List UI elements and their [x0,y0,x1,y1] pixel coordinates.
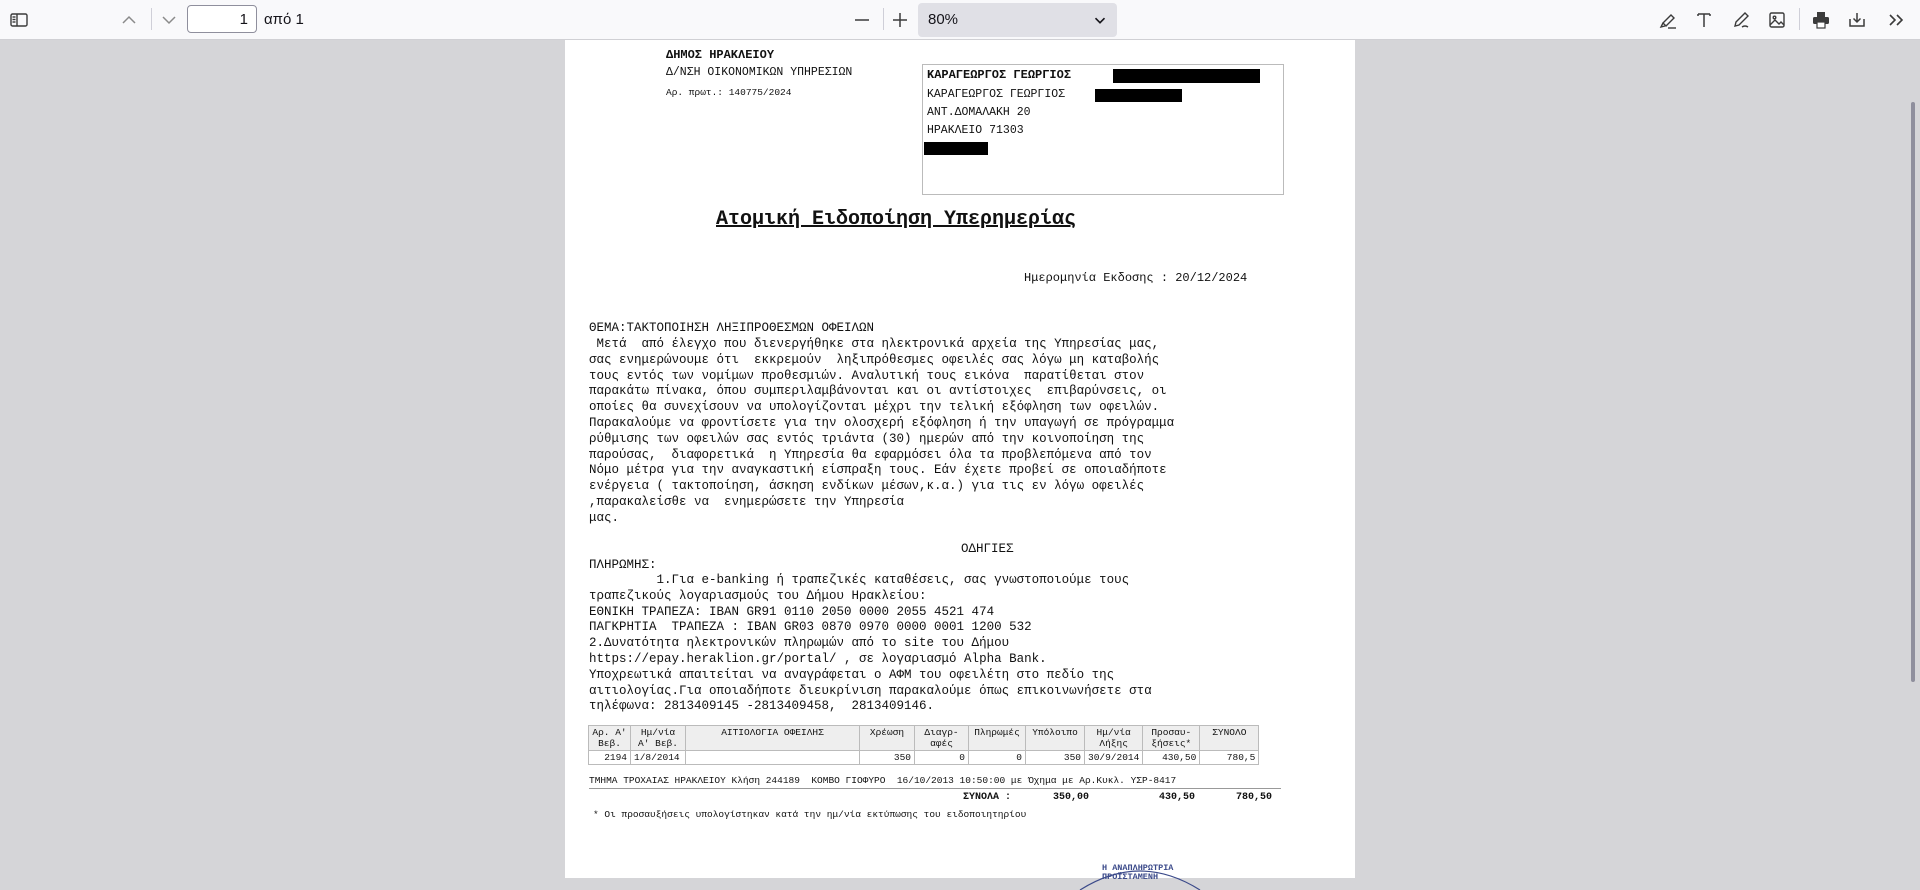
recipient-name: ΚΑΡΑΓΕΩΡΓΟΣ ΓΕΩΡΓΙΟΣ [927,88,1066,101]
divider [589,788,1281,789]
debts-table [588,725,1259,765]
save-download-icon[interactable] [1843,6,1871,34]
column-header: ΣΥΝΟΛΟ [1200,726,1259,751]
column-header: Αρ. Α' Βεβ. [589,726,631,751]
payment-instructions: 1.Για e-banking ή τραπεζικές καταθέσεις, σας γνωστοποιούμε τους τραπεζικούς λογαριασμούς του Δήμου Ηρακλείου: ΕΘΝΙΚΗ ΤΡΑΠΕΖΑ: IBAN GR91 0110 2050 0000 2055 4521 474 ΠΑΓΚΡΗΤΙΑ ΤΡΑΠΕΖΑ : IBAN GR03 0870 0970 0000 0001 1200 532 2.Δυνατότητα ηλεκτρονικών πληρωμών από το site του Δήμου https://epay.heraklion.gr/portal/ , σε λογαριασμό Alpha Bank. Υποχρεωτικά απαιτείται να αναγράφεται ο ΑΦΜ του οφειλέτη στο πεδίο της αιτιολογίας.Για οποιαδήποτε διευκρίνιση παρακαλούμε όπως επικοινωνήσετε στα τηλέφωνα: 2813409145 -2813409458, 2813409146. [589,573,1152,714]
issue-date: Ημερομηνία Εκδοσης : 20/12/2024 [1024,271,1248,285]
recipient-street: ΑΝΤ.ΔΟΜΑΛΑΚΗ 20 [927,106,1031,119]
table-cell: 2194 [589,751,631,765]
page-number-input[interactable] [187,5,257,33]
table-cell: 350 [860,751,915,765]
column-header: Χρέωση [860,726,915,751]
column-header: Προσαυ-ξήσεις* [1143,726,1200,751]
toolbar-divider [151,8,152,30]
org-department: Δ/ΝΣΗ ΟΙΚΟΝΟΜΙΚΩΝ ΥΠΗΡΕΣΙΩΝ [666,66,853,79]
protocol-number: Αρ. πρωτ.: 140775/2024 [666,87,792,98]
zoom-select[interactable] [918,3,1117,37]
total-charge: 350,00 [1053,792,1090,803]
table-cell: 0 [969,751,1026,765]
more-tools-icon[interactable] [1882,6,1910,34]
total-sum: 780,50 [1236,792,1273,803]
add-image-icon[interactable] [1763,6,1791,34]
text-tool-icon[interactable] [1690,6,1718,34]
table-cell [686,751,860,765]
column-header: Διαγρ-αφές [915,726,969,751]
next-page-button[interactable] [155,6,183,34]
totals-label: ΣΥΝΟΛΑ : [963,792,1012,803]
table-cell: 0 [915,751,969,765]
table-cell: 30/9/2014 [1085,751,1143,765]
zoom-out-button[interactable] [848,6,876,34]
redaction-bar [1113,69,1260,83]
chevron-down-icon [1091,11,1109,29]
toolbar-divider [883,8,884,30]
pdf-toolbar [0,0,1920,40]
recipient-bold-name: ΚΑΡΑΓΕΩΡΓΟΣ ΓΕΩΡΓΙΟΣ [927,68,1072,82]
pdf-page [565,40,1355,882]
sidebar-toggle-icon[interactable] [5,6,33,34]
table-cell: 430,50 [1143,751,1200,765]
table-cell: 1/8/2014 [631,751,686,765]
table-cell: 350 [1026,751,1085,765]
draw-icon[interactable] [1727,6,1755,34]
zoom-in-button[interactable] [886,6,914,34]
previous-page-button[interactable] [115,6,143,34]
instructions-heading: ΟΔΗΓΙΕΣ [961,542,1014,556]
table-row [589,751,1259,765]
payment-heading: ΠΛΗΡΩΜΗΣ: [589,558,657,572]
column-header: ΑΙΤΙΟΛΟΓΙΑ ΟΦΕΙΛΗΣ [686,726,860,751]
print-icon[interactable] [1807,6,1835,34]
surcharge-footnote: * Οι προσαυξήσεις υπολογίστηκαν κατά την ημ/νία εκτύπωσης του ειδοποιητηρίου [593,809,1027,820]
org-name: ΔΗΜΟΣ ΗΡΑΚΛΕΙΟΥ [666,48,775,62]
toolbar-divider [1799,8,1800,30]
recipient-city: ΗΡΑΚΛΕΙΟ 71303 [927,124,1024,137]
redaction-bar [1095,89,1182,102]
column-header: Πληρωμές [969,726,1026,751]
stamp-text: Η ΑΝΑΠΛΗΡΩΤΡΙΑ ΠΡΟΪΣΤΑΜΕΝΗ [1102,863,1174,882]
letter-body: Μετά από έλεγχο που διενεργήθηκε στα ηλεκτρονικά αρχεία της Υπηρεσίας μας, σας ενημερώνουμε ότι εκκρεμούν ληξιπρόθεσμες οφειλές σας λόγω μη καταβολής τους εντός των νομίμων προθεσμιών. Αναλυτική τους εικόνα παρατίθεται στον παρακάτω πίνακα, όπου συμπεριλαμβάνονται και οι αντίστοιχες επιβαρύνσεις, οι οποίες θα συνεχίσουν να υπολογίζονται μέχρι την τελική εξόφληση των οφειλών. Παρακαλούμε να φροντίσετε για την ολοσχερή εξόφληση ή την υπαγωγή σε πρόγραμμα ρύθμισης των οφειλών σας εντός τριάντα (30) ημερών από την κοινοποίηση της παρούσας, διαφορετικά η Υπηρεσία θα εφαρμόσει όλα τα προβλεπόμενα από τον Νόμο μέτρα για την αναγκαστική είσπραξη τους. Εάν έχετε προβεί σε οποιαδήποτε ενέργεια ( τακτοποίηση, άσκηση ενδίκων μέσων,κ.α.) για τις εν λόγω οφειλές ,παρακαλείσθε να ενημερώσετε την Υπηρεσία μας. [589,337,1175,525]
total-surcharge: 430,50 [1159,792,1196,803]
column-header: Ημ/νία Α' Βεβ. [631,726,686,751]
page-count-label: από 1 [264,11,304,28]
scrollbar-thumb[interactable] [1911,102,1915,682]
highlight-icon[interactable] [1654,6,1682,34]
notice-title: Ατομική Ειδοποίηση Υπερημερίας [716,208,1077,231]
debt-detail-line: ΤΜΗΜΑ ΤΡΟΧΑΙΑΣ ΗΡΑΚΛΕΙΟΥ Κλήση 244189 ΚΟΜΒΟ ΓΙΟΦΥΡΟ 16/10/2013 10:50:00 με Όχημα με Αρ.Κυκλ. ΥΣΡ-8417 [589,775,1177,786]
table-header-row [589,726,1259,751]
zoom-value: 80% [928,11,959,28]
table-cell: 780,5 [1200,751,1259,765]
column-header: Υπόλοιπο [1026,726,1085,751]
subject-line: ΘΕΜΑ:ΤΑΚΤΟΠΟΙΗΣΗ ΛΗΞΙΠΡΟΘΕΣΜΩΝ ΟΦΕΙΛΩΝ [589,321,875,335]
redaction-bar [924,142,988,155]
column-header: Ημ/νία Λήξης [1085,726,1143,751]
